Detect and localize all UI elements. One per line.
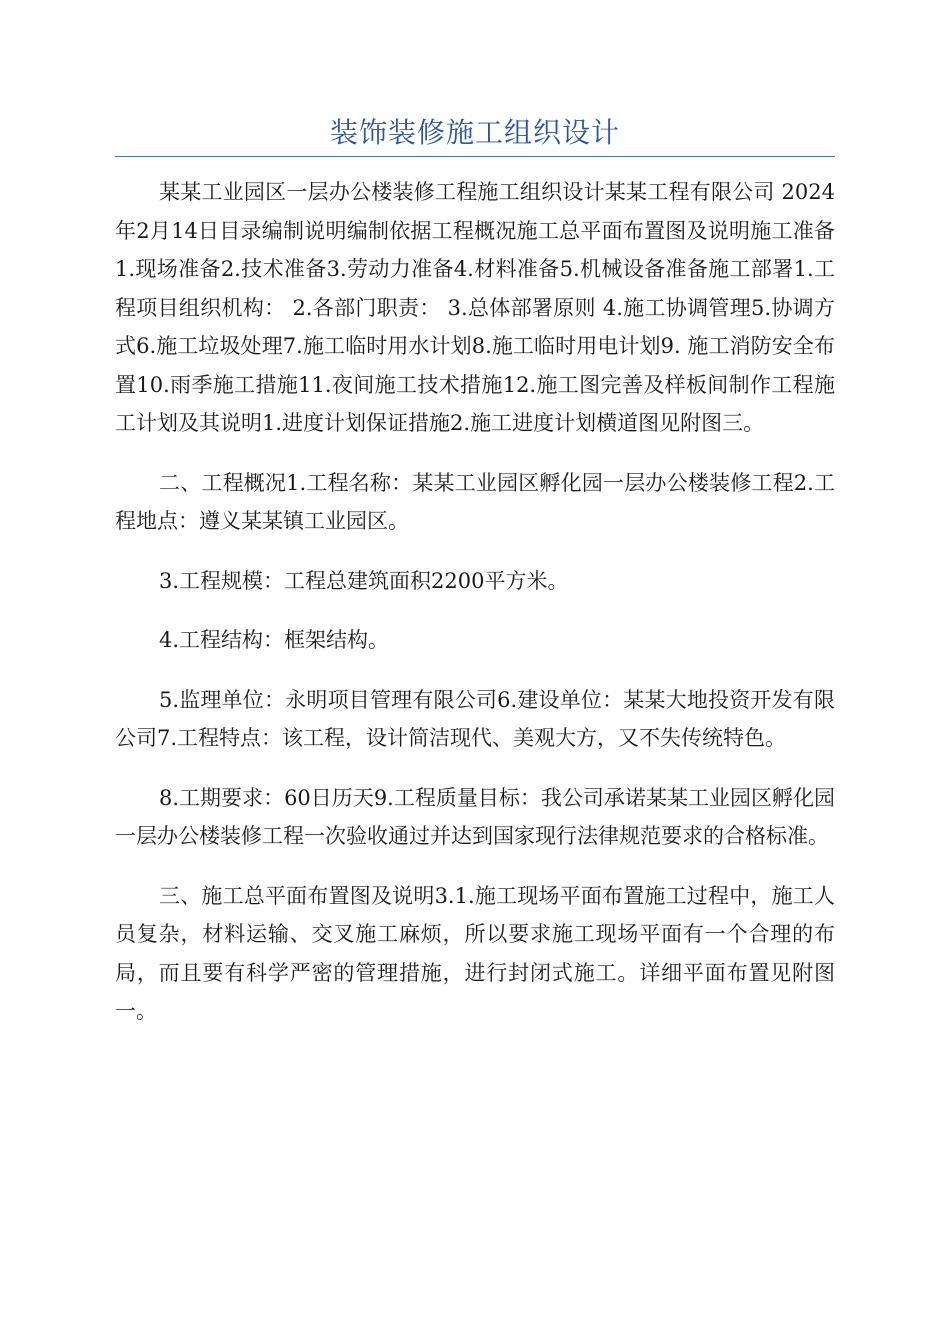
paragraph-table-of-contents: 某某工业园区一层办公楼装修工程施工组织设计某某工程有限公司 2024年2月14日目录编制说明编制依据工程概况施工总平面布置图及说明施工准备1.现场准备2.技术准备3.劳动力准备4.材料准备5.机械设备准备施工部署1.工程项目组织机构： 2.各部门职责： 3.总体部署原则 4.施工协调管理5.协调方式6.施工垃圾处理7.施工临时用水计划8.施工临时用电计划9. 施工消防安全布置10.雨季施工措施11.夜间施工技术措施12.施工图完善及样板间制作工程施工计划及其说明1.进度计划保证措施2.施工进度计划横道图见附图三。 bbox=[115, 180, 835, 435]
document-body bbox=[115, 173, 835, 1052]
paragraph-project-structure: 4.工程结构：框架结构。 bbox=[159, 628, 390, 652]
title-block bbox=[115, 110, 835, 157]
paragraph-supervision-unit: 5.监理单位：永明项目管理有限公司6.建设单位：某某大地投资开发有限公司7.工程特点：该工程，设计简洁现代、美观大方，又不失传统特色。 bbox=[115, 687, 835, 750]
document-title: 装饰装修施工组织设计 bbox=[329, 116, 620, 149]
paragraph-schedule-quality: 8.工期要求：60日历天9.工程质量目标：我公司承诺某某工业园区孵化园一层办公楼装修工程一次验收通过并达到国家现行法律规范要求的合格标准。 bbox=[115, 785, 835, 848]
paragraph-project-scale: 3.工程规模：工程总建筑面积2200平方米。 bbox=[159, 568, 569, 593]
paragraph-site-layout: 三、施工总平面布置图及说明3.1.施工现场平面布置施工过程中，施工人员复杂，材料运输、交叉施工麻烦，所以要求施工现场平面有一个合理的布局，而且要有科学严密的管理措施，进行封闭式施工。详细平面布置见附图一。 bbox=[115, 883, 835, 1023]
paragraph-project-overview: 二、工程概况1.工程名称：某某工业园区孵化园一层办公楼装修工程2.工程地点：遵义某某镇工业园区。 bbox=[115, 470, 835, 533]
